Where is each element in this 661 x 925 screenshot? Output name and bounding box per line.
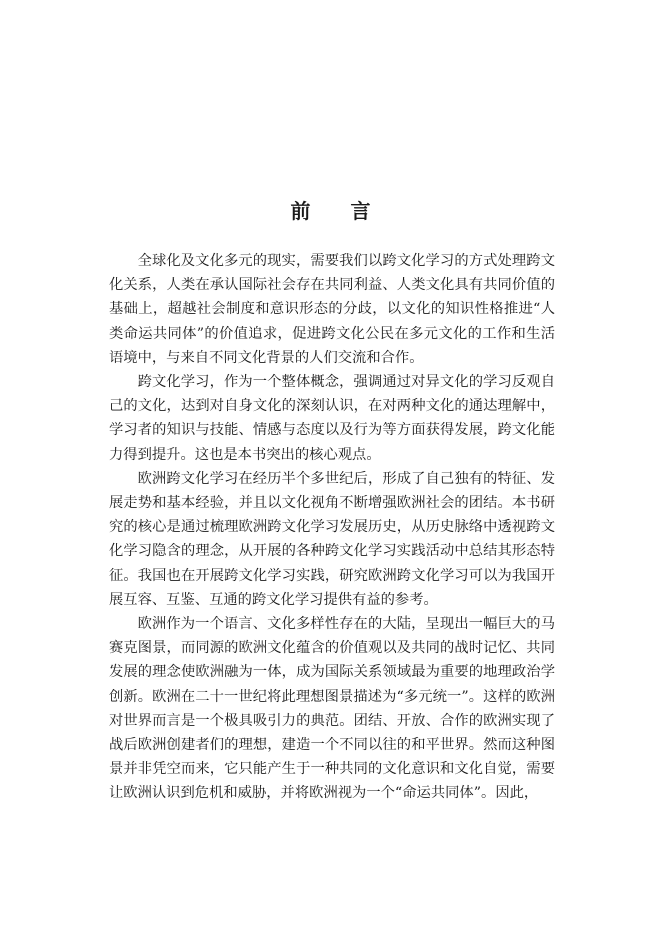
page-title: 前言 [290, 199, 411, 223]
body-text [109, 249, 555, 806]
paragraph-3: 欧洲跨文化学习在经历半个多世纪后，形成了自己独有的特征、发展走势和基本经验，并且以文化视角不断增强欧洲社会的团结。本书研究的核心是通过梳理欧洲跨文化学习发展历史，从历史脉络中透视跨文化学习隐含的理念，从开展的各种跨文化学习实践活动中总结其形态特征。我国也在开展跨文化学习实践，研究欧洲跨文化学习可以为我国开展互容、互鉴、互通的跨文化学习提供有益的参考。 [109, 470, 555, 608]
paragraph-1: 全球化及文化多元的现实，需要我们以跨文化学习的方式处理跨文化关系，人类在承认国际社会存在共同利益、人类文化具有共同价值的基础上，超越社会制度和意识形态的分歧，以文化的知识性格推进“人类命运共同体”的价值追求，促进跨文化公民在多元文化的工作和生活语境中，与来自不同文化背景的人们交流和合作。 [109, 253, 555, 366]
paragraph-2: 跨文化学习，作为一个整体概念，强调通过对异文化的学习反观自己的文化，达到对自身文化的深刻认识，在对两种文化的通达理解中，学习者的知识与技能、情感与态度以及行为等方面获得发展，跨文化能力得到提升。这也是本书突出的核心观点。 [109, 374, 555, 463]
paragraph-4: 欧洲作为一个语言、文化多样性存在的大陆，呈现出一幅巨大的马赛克图景，而同源的欧洲文化蕴含的价值观以及共同的战时记忆、共同发展的理念使欧洲融为一体，成为国际关系领域最为重要的地理政治学创新。欧洲在二十一世纪将此理想图景描述为“多元统一”。这样的欧洲对世界而言是一个极具吸引力的典范。团结、开放、合作的欧洲实现了战后欧洲创建者们的理想，建造一个不同以往的和平世界。然而这种图景并非凭空而来，它只能产生于一种共同的文化意识和文化自觉，需要让欧洲认识到危机和威胁，并将欧洲视为一个“命运共同体”。因此， [109, 616, 555, 802]
